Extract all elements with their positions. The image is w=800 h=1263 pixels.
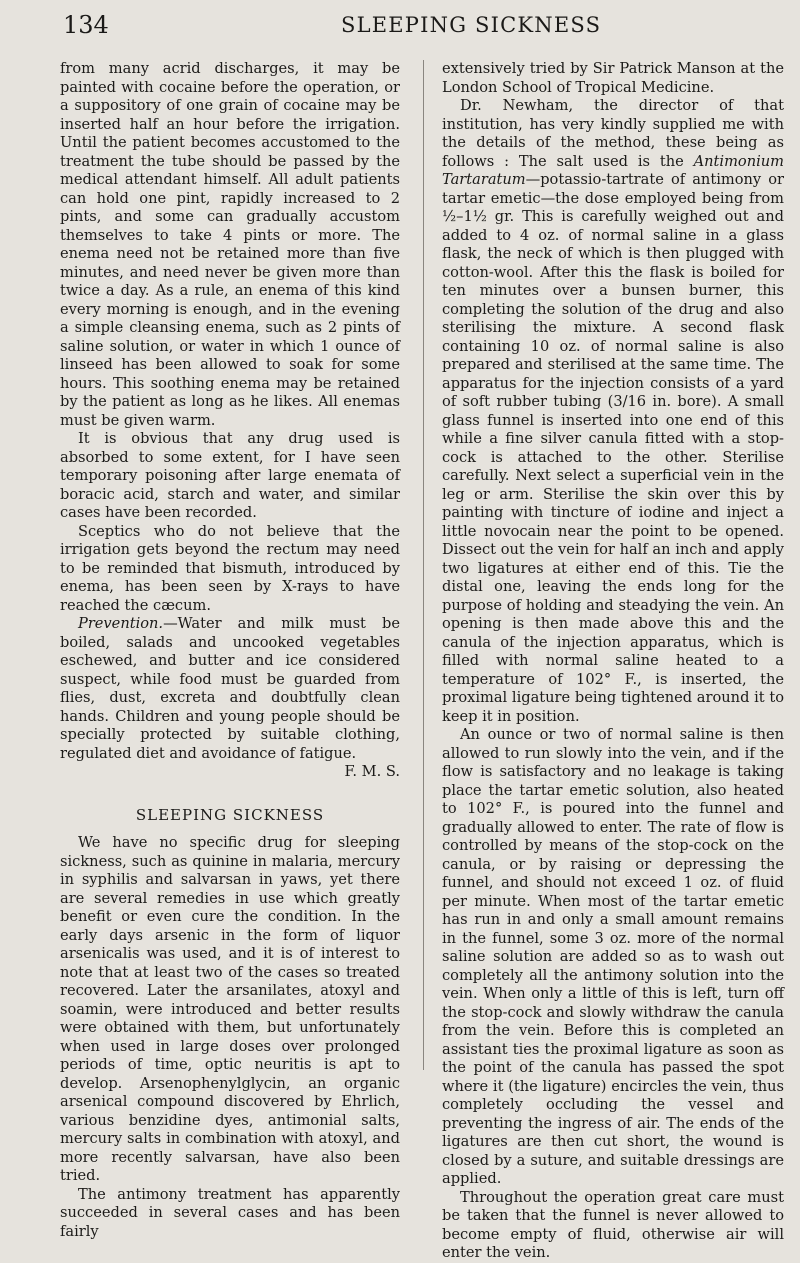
- author-signature: F. M. S.: [344, 763, 400, 780]
- right-column: [442, 60, 784, 1261]
- left-column: [60, 60, 400, 1240]
- paragraph-newham-method: [442, 97, 784, 726]
- prevention-text: —Water and milk must be boiled, salads and uncooked vegetables eschewed, and butter and ice considered suspect, while food must be guarded from flies, dust, excreta and doubtfully clean hands. Children and young people should be specially protected by suitable clothing, regulated diet and avoidance of fatigue.: [60, 615, 400, 762]
- paragraph-antimony-intro: The antimony treatment has apparently succeeded in several cases and has been fairly: [60, 1185, 400, 1240]
- paragraph-infusion: An ounce or two of normal saline is then allowed to run slowly into the vein, and if the flow is satisfactory and no leakage is taking place the tartar emetic solution, also heated to 102° F., is poured into the funnel and gradually allowed to enter. The rate of flow is controlled by means of the stop-cock on the canula, or by raising or depressing the funnel, and should not exceed 1 oz. of fluid per minute. When most of the tartar emetic has run in and only a small amount remains in the funnel, some 3 oz. more of the normal saline solution are added so as to wash out completely all the antimony solution into the vein. When only a little of this is left, turn off the stop-cock and slowly withdraw the canula from the vein. Before this is completed an assistant ties the proximal ligature as soon as the point of the canula has passed the spot where it (the ligature) encircles the vein, thus completely occluding the vessel and preventing the ingress of air. The ends of the ligatures are then cut short, the wound is closed by a suture, and suitable dressings are applied.: [442, 726, 784, 1187]
- prevention-label: Prevention.: [78, 615, 164, 632]
- paragraph-sceptics: Sceptics who do not believe that the irrigation gets beyond the rectum may need to be reminded that bismuth, introduced by enema, has been seen by X-rays to have reached the cæcum.: [60, 522, 400, 614]
- paragraph-prevention: [60, 615, 400, 763]
- page-header: [63, 10, 763, 40]
- method-text-rest: —potassio-tartrate of antimony or tartar emetic—the dose employed being from ½–1½ gr. This is carefully weighed out and added to 4 oz. of normal saline in a glass flask, the neck of which is then plugged with cotton-wool. After this the flask is boiled for ten minutes over a bunsen burner, this completing the solution of the drug and also sterilising the mixture. A second flask containing 10 oz. of normal saline is also prepared and sterilised at the same time. The apparatus for the injection consists of a yard of soft rubber tubing (3/16 in. bore). A small glass funnel is inserted into one end of this while a fine silver canula fitted with a stop-cock is attached to the other. Sterilise carefully. Next select a superficial vein in the leg or arm. Sterilise the skin over this by painting with tincture of iodine and inject a little novocain near the point to be opened. Dissect out the vein for half an inch and apply two ligatures at either end of this. Tie the distal one, leaving the ends long for the purpose of holding and steadying the vein. An opening is then made above this and the canula of the injection apparatus, which is filled with normal saline heated to a temperature of 102° F., is inserted, the proximal ligature being tightened around it to keep it in position.: [442, 171, 784, 725]
- paragraph-remedies: We have no specific drug for sleeping sickness, such as quinine in malaria, mercury in syphilis and salvarsan in yaws, yet there are several remedies in use which greatly benefit or even cure the condition. In the early days arsenic in the form of liquor arsenicalis was used, and it is of interest to note that at least two of the cases so treated recovered. Later the arsanilates, atoxyl and soamin, were introduced and better results were obtained with them, but unfortunately when used in large doses over prolonged periods of time, optic neuritis is apt to develop. Arsenophenylglycin, an organic arsenical compound discovered by Ehrlich, various benzidine dyes, antimonial salts, mercury salts in combination with atoxyl, and more recently salvarsan, have also been tried.: [60, 834, 400, 1184]
- section-heading-sleeping-sickness: SLEEPING SICKNESS: [135, 805, 325, 824]
- paragraph-funnel-care: Throughout the operation great care must be taken that the funnel is never allowed to become empty of fluid, otherwise air will enter the vein.: [442, 1188, 784, 1261]
- column-divider: [423, 60, 424, 1070]
- page-number: 134: [63, 11, 109, 39]
- paragraph-drug-absorption: It is obvious that any drug used is absorbed to some extent, for I have seen temporary poisoning after large enemata of boracic acid, starch and water, and similar cases have been recorded.: [60, 430, 400, 521]
- method-text-start: Dr. Newham, the director of that institution, has very kindly supplied me with the details of the method, these being as follows : The salt used is the: [442, 97, 784, 170]
- running-head: SLEEPING SICKNESS: [341, 13, 602, 37]
- paragraph-manson: extensively tried by Sir Patrick Manson at the London School of Tropical Medicine.: [442, 60, 784, 96]
- drug-name: Antimonium Tartaratum: [442, 152, 784, 188]
- paragraph-enema-continued: from many acrid discharges, it may be painted with cocaine before the operation, or a suppository of one grain of cocaine may be inserted half an hour before the irrigation. Until the patient becomes accustomed to the treatment the tube should be passed by the medical attendant himself. All adult patients can hold one pint, rapidly increased to 2 pints, and some can gradually accustom themselves to take 4 pints or more. The enema need not be retained more than five minutes, and need never be given more than twice a day. As a rule, an enema of this kind every morning is enough, and in the evening a simple cleansing enema, such as 2 pints of saline solution, or water in which 1 ounce of linseed has been allowed to soak for some hours. This soothing enema may be retained by the patient as long as he likes. All enemas must be given warm.: [60, 60, 400, 429]
